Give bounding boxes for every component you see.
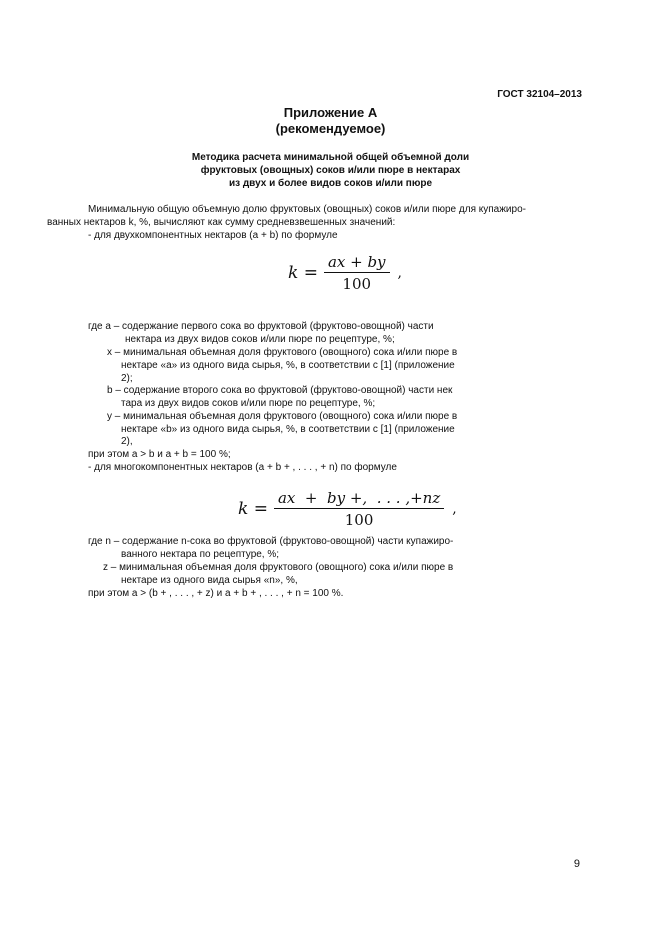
appendix-type: (рекомендуемое) [275,121,386,136]
intro-line-2: ванных нектаров k, %, вычисляют как сумму средневзвешенных значений: [47,217,396,228]
formula-multi-component [238,489,457,529]
condition-1: при этом a > b и a + b = 100 %; [88,449,231,460]
def2-line-1: где n – содержание n-сока во фруктовой (фруктово-овощной) части купажиро- [88,536,454,547]
condition-2: при этом a > (b + , . . . , + z) и a + b + , . . . , + n = 100 %. [88,588,344,599]
subtitle-line-1: Методика расчета минимальной общей объемной доли [191,152,470,163]
def1-line-3: x – минимальная объемная доля фруктового (овощного) сока и/или пюре в [107,347,458,358]
formula1-fraction [324,253,390,293]
intro-line-1: Минимальную общую объемную долю фруктовых (овощных) соков и/или пюре для купажиро- [88,204,526,215]
def1-line-7: тара из двух видов соков и/или пюре по рецептуре, %; [121,398,376,409]
subtitle-line-2: фруктовых (овощных) соков и/или пюре в нектарах [200,165,461,176]
subtitle-line-3: из двух и более видов соков и/или пюре [228,178,433,189]
def2-line-3: z – минимальная объемная доля фруктового (овощного) сока и/или пюре в [103,562,454,573]
standard-code: ГОСТ 32104–2013 [497,89,582,100]
case1-intro: - для двухкомпонентных нектаров (a + b) по формуле [88,230,338,241]
formula2-denominator: 100 [344,511,374,529]
def1-line-1: где a – содержание первого сока во фруктовой (фруктово-овощной) части [88,321,434,332]
case2-intro: - для многокомпонентных нектаров (a + b + , . . . , + n) по формуле [88,462,397,473]
page-number: 9 [573,858,580,870]
def1-line-6: b – содержание второго сока во фруктовой (фруктово-овощной) части нек [107,385,453,396]
formula2-comma: , [452,501,457,517]
def1-line-5: 2); [121,373,133,384]
formula1-lhs: k = [288,263,318,283]
formula2-numerator: ax + by +, . . . ,+nz [274,489,444,509]
def2-line-2: ванного нектара по рецептуре, %; [121,549,280,560]
formula-two-component [288,253,402,293]
def2-line-4: нектаре из одного вида сырья «n», %, [121,575,298,586]
formula2-lhs: k = [238,499,268,519]
def1-line-2: нектара из двух видов соков и/или пюре по рецептуре, %; [125,334,395,345]
formula1-denominator: 100 [342,275,372,293]
formula1-comma: , [397,265,402,281]
def1-line-9: нектаре «b» из одного вида сырья, %, в соответствии с [1] (приложение [121,424,455,435]
def1-line-10: 2), [121,436,133,447]
appendix-title: Приложение А [283,105,378,120]
formula1-numerator: ax + by [324,253,390,273]
def1-line-4: нектаре «a» из одного вида сырья, %, в соответствии с [1] (приложение [121,360,455,371]
def1-line-8: y – минимальная объемная доля фруктового (овощного) сока и/или пюре в [107,411,458,422]
formula2-fraction [274,489,444,529]
